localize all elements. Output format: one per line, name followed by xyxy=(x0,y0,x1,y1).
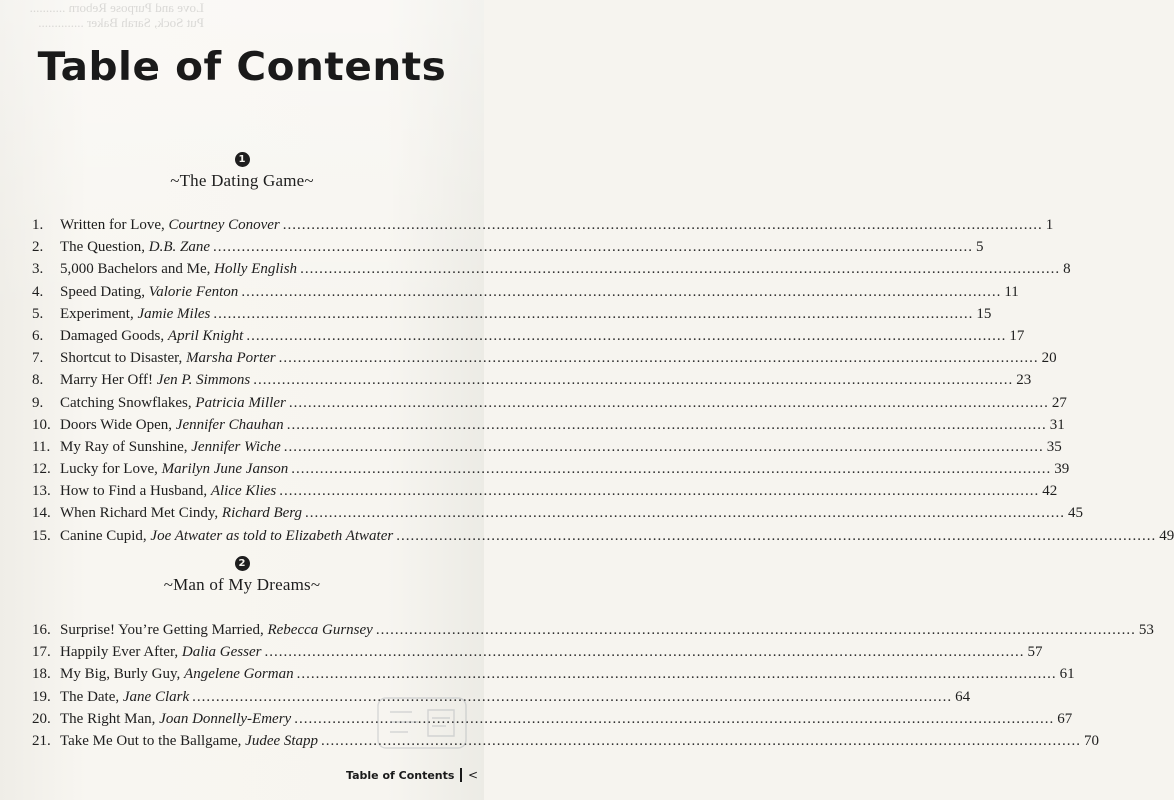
leader-dots: ................................................................................................................................................................ xyxy=(282,217,1043,233)
toc-entry[interactable]: 19. The Date, Jane Clark ................................................................................................................................................................ 64 xyxy=(32,686,464,708)
leader-dots: ................................................................................................................................................................ xyxy=(294,710,1055,727)
section-title: ~Man of My Dreams~ xyxy=(163,575,321,594)
toc-entry[interactable]: 17. Happily Ever After, Dalia Gesser ................................................................................................................................................................ 57 xyxy=(32,641,464,663)
toc-entry[interactable]: 16. Surprise! You’re Getting Married, Rebecca Gurnsey ................................................................................................................................................................ 53 xyxy=(32,619,464,641)
leader-dots: ................................................................................................................................................................ xyxy=(396,527,1157,544)
toc-entry[interactable]: 10. Doors Wide Open, Jennifer Chauhan ................................................................................................................................................................ 31 xyxy=(32,414,464,436)
toc-list-section-1 xyxy=(32,214,1174,547)
section-number-badge: 1 xyxy=(235,152,250,167)
section-number-badge: 2 xyxy=(235,556,250,571)
toc-entry[interactable]: 9. Catching Snowflakes, Patricia Miller ................................................................................................................................................................ 27 xyxy=(32,392,464,414)
toc-entry[interactable]: 11. My Ray of Sunshine, Jennifer Wiche ................................................................................................................................................................ 35 xyxy=(32,436,464,458)
chevron-left-icon: < xyxy=(467,768,478,782)
leader-dots: ................................................................................................................................................................ xyxy=(212,239,973,256)
leader-dots: ................................................................................................................................................................ xyxy=(296,666,1057,683)
toc-entry[interactable]: 5. Experiment, Jamie Miles ................................................................................................................................................................ 15 xyxy=(32,303,464,325)
leader-dots: ................................................................................................................................................................ xyxy=(321,732,1082,749)
toc-entry[interactable]: 1. Written for Love, Courtney Conover ................................................................................................................................................................ 1 xyxy=(32,214,464,236)
running-footer xyxy=(346,768,478,782)
toc-entry[interactable]: 13. How to Find a Husband, Alice Klies ................................................................................................................................................................ 42 xyxy=(32,480,464,502)
toc-entry[interactable]: 15. Canine Cupid, Joe Atwater as told to Elizabeth Atwater ................................................................................................................................................................ 49 xyxy=(32,525,464,547)
leader-dots: ................................................................................................................................................................ xyxy=(286,416,1047,433)
toc-entry[interactable]: 4. Speed Dating, Valorie Fenton ................................................................................................................................................................ 11 xyxy=(32,281,464,303)
leader-dots: ................................................................................................................................................................ xyxy=(264,644,1025,661)
section-heading-2 xyxy=(0,556,484,595)
toc-list-section-2 xyxy=(32,619,1154,752)
leader-dots: ................................................................................................................................................................ xyxy=(305,505,1066,522)
leader-dots: ................................................................................................................................................................ xyxy=(278,350,1039,367)
toc-entry[interactable]: 12. Lucky for Love, Marilyn June Janson ................................................................................................................................................................ 39 xyxy=(32,458,464,480)
toc-entry[interactable]: 6. Damaged Goods, April Knight ................................................................................................................................................................ 17 xyxy=(32,325,464,347)
leader-dots: ................................................................................................................................................................ xyxy=(192,688,953,705)
section-title: ~The Dating Game~ xyxy=(170,171,314,190)
leader-dots: ................................................................................................................................................................ xyxy=(279,483,1040,500)
toc-entry[interactable]: 3. 5,000 Bachelors and Me, Holly English ................................................................................................................................................................ 8 xyxy=(32,258,464,280)
footer-divider xyxy=(460,768,462,782)
footer-label: Table of Contents xyxy=(346,768,455,782)
leader-dots: ................................................................................................................................................................ xyxy=(246,327,1007,344)
toc-entry[interactable]: 2. The Question, D.B. Zane ................................................................................................................................................................ 5 xyxy=(32,236,464,258)
toc-entry[interactable]: 7. Shortcut to Disaster, Marsha Porter ................................................................................................................................................................ 20 xyxy=(32,347,464,369)
leader-dots: ................................................................................................................................................................ xyxy=(288,394,1049,411)
toc-entry[interactable]: 18. My Big, Burly Guy, Angelene Gorman ................................................................................................................................................................ 61 xyxy=(32,663,464,685)
toc-entry[interactable]: 8. Marry Her Off! Jen P. Simmons ................................................................................................................................................................ 23 xyxy=(32,369,464,391)
leader-dots: ................................................................................................................................................................ xyxy=(253,372,1014,389)
leader-dots: ................................................................................................................................................................ xyxy=(213,305,974,322)
page-title: Table of Contents xyxy=(37,45,447,90)
leader-dots: ................................................................................................................................................................ xyxy=(241,283,1002,300)
show-through-text: Love and Purpose Reborn ........... Put Sock, Sarah Baker .............. xyxy=(29,0,204,30)
leader-dots: ................................................................................................................................................................ xyxy=(300,261,1061,278)
section-heading-1 xyxy=(0,152,484,191)
toc-entry[interactable]: 21. Take Me Out to the Ballgame, Judee Stapp ................................................................................................................................................................ 70 xyxy=(32,730,464,752)
leader-dots: ................................................................................................................................................................ xyxy=(283,438,1044,455)
toc-entry[interactable]: 14. When Richard Met Cindy, Richard Berg ................................................................................................................................................................ 45 xyxy=(32,502,464,524)
toc-entry[interactable]: 20. The Right Man, Joan Donnelly-Emery ................................................................................................................................................................ 67 xyxy=(32,708,464,730)
leader-dots: ................................................................................................................................................................ xyxy=(291,461,1052,478)
leader-dots: ................................................................................................................................................................ xyxy=(375,622,1136,638)
